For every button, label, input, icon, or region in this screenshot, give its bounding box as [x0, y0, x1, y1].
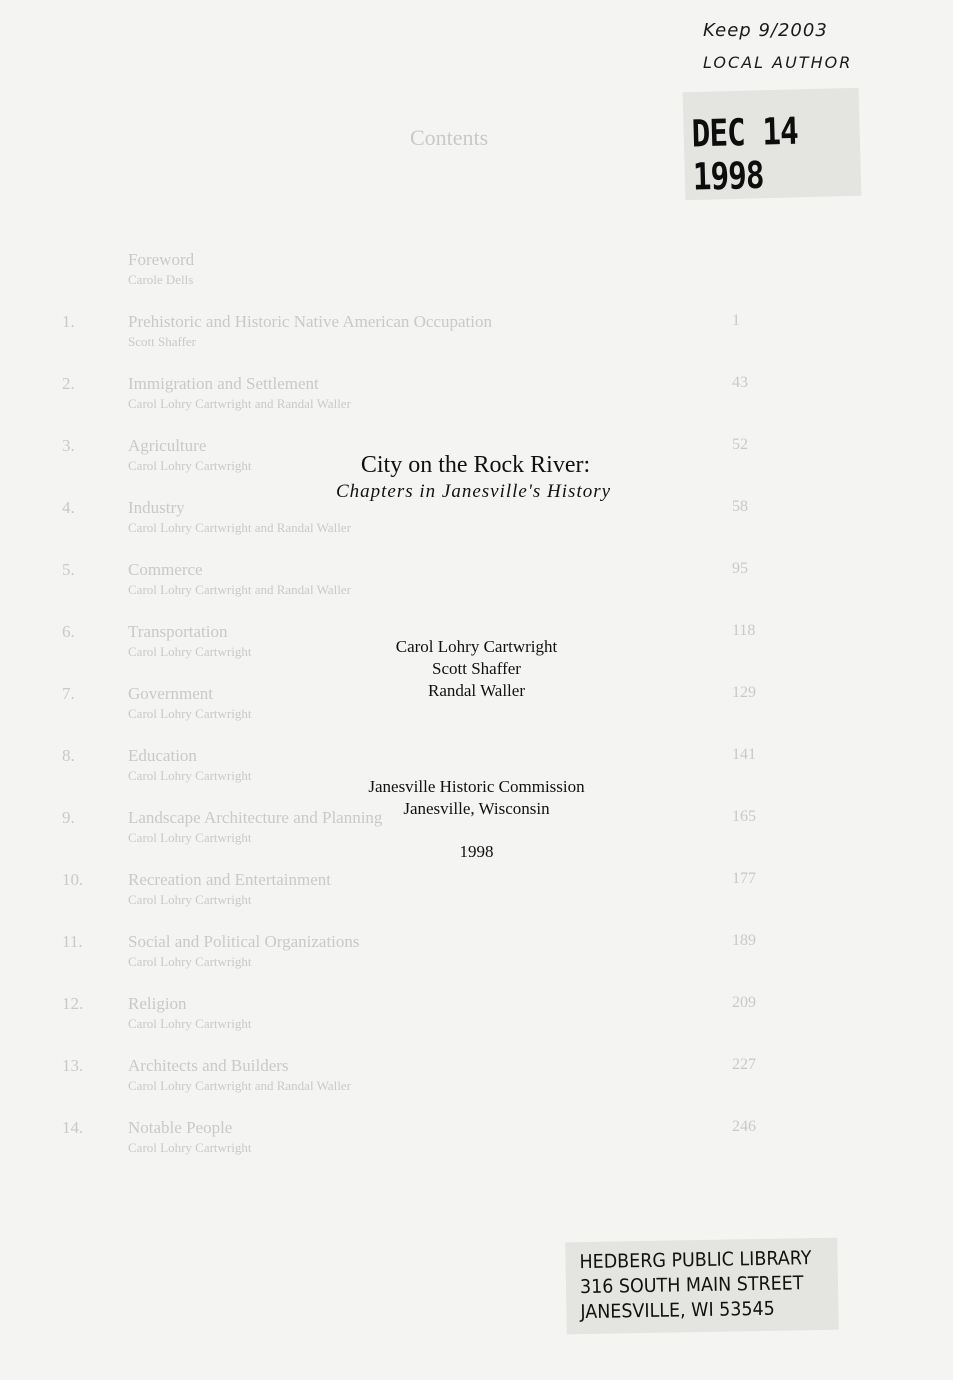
show-through-entry-number: 3.	[62, 436, 75, 455]
show-through-entry-number: 11.	[62, 932, 83, 951]
show-through-entry-author: Carol Lohry Cartwright and Randal Waller	[128, 1078, 351, 1093]
show-through-entry	[0, 250, 953, 300]
show-through-entry-author: Carol Lohry Cartwright	[128, 458, 252, 473]
show-through-entry-title: Landscape Architecture and Planning	[128, 808, 383, 827]
show-through-entry-title: Government	[128, 684, 213, 703]
show-through-entry-number: 12.	[62, 994, 84, 1013]
show-through-entry	[0, 312, 953, 362]
show-through-entry-author: Carole Dells	[128, 272, 194, 287]
show-through-entry-page: 165	[732, 808, 756, 825]
show-through-entry-page: 177	[732, 870, 756, 887]
show-through-entry-page: 227	[732, 1056, 756, 1073]
publisher-location: Janesville, Wisconsin	[403, 799, 550, 818]
show-through-entry-author: Carol Lohry Cartwright	[128, 954, 252, 969]
show-through-entry-author: Carol Lohry Cartwright	[128, 1140, 252, 1155]
show-through-entry-author: Scott Shaffer	[128, 334, 196, 349]
date-stamp-text: DEC 14 1998	[691, 110, 799, 200]
library-address-stamp	[565, 1238, 839, 1335]
show-through-entry-author: Carol Lohry Cartwright	[128, 1016, 252, 1031]
show-through-entry	[0, 932, 953, 982]
publisher-name: Janesville Historic Commission	[368, 777, 585, 796]
show-through-heading: Contents	[410, 125, 489, 150]
show-through-entry-author: Carol Lohry Cartwright and Randal Waller	[128, 582, 351, 597]
library-name: HEDBERG PUBLIC LIBRARY	[579, 1247, 812, 1274]
show-through-entry-author: Carol Lohry Cartwright	[128, 644, 252, 659]
show-through-entry-number: 1.	[62, 312, 75, 331]
author-list	[0, 636, 953, 702]
show-through-entry-author: Carol Lohry Cartwright and Randal Waller	[128, 520, 351, 535]
show-through-entry-title: Architects and Builders	[128, 1056, 289, 1075]
show-through-entry-number: 9.	[62, 808, 75, 827]
show-through-entry-page: 129	[732, 684, 756, 701]
show-through-entry	[0, 1118, 953, 1168]
handwritten-note-line2: LOCAL AUTHOR	[703, 53, 853, 72]
show-through-entry-number: 4.	[62, 498, 75, 517]
show-through-entry-title: Foreword	[128, 250, 195, 269]
received-date-stamp	[683, 88, 862, 201]
show-through-entry-number: 8.	[62, 746, 75, 765]
book-title: City on the Rock River:	[360, 452, 591, 478]
show-through-entry	[0, 374, 953, 424]
show-through-entry-page: 209	[732, 994, 756, 1011]
show-through-entry-title: Prehistoric and Historic Native American Occupation	[128, 312, 492, 331]
show-through-entry	[0, 870, 953, 920]
show-through-entry-title: Commerce	[128, 560, 203, 579]
show-through-entry-title: Notable People	[128, 1118, 233, 1137]
publication-year: 1998	[459, 842, 494, 861]
show-through-entry-page: 189	[732, 932, 756, 949]
show-through-entry-title: Transportation	[128, 622, 228, 641]
show-through-entry-title: Immigration and Settlement	[128, 374, 319, 393]
show-through-entry-number: 6.	[62, 622, 75, 641]
book-subtitle: Chapters in Janesville's History	[335, 481, 612, 502]
show-through-entry-number: 7.	[62, 684, 75, 703]
title-block	[0, 450, 953, 504]
publisher-block	[0, 776, 953, 820]
author-name: Scott Shaffer	[432, 659, 521, 678]
show-through-entry	[0, 994, 953, 1044]
show-through-entry-page: 58	[732, 498, 748, 515]
show-through-entry-title: Religion	[128, 994, 187, 1013]
show-through-entry-number: 13.	[62, 1056, 84, 1075]
show-through-entry	[0, 560, 953, 610]
show-through-entry-title: Education	[128, 746, 197, 765]
show-through-entry	[0, 498, 953, 548]
show-through-entry-title: Social and Political Organizations	[128, 932, 360, 951]
show-through-entry-page: 95	[732, 560, 748, 577]
show-through-entry-author: Carol Lohry Cartwright	[128, 892, 252, 907]
library-street: 316 SOUTH MAIN STREET	[579, 1272, 804, 1299]
handwritten-note-line1: Keep 9/2003	[703, 20, 828, 41]
show-through-entry-title: Recreation and Entertainment	[128, 870, 331, 889]
show-through-entry-author: Carol Lohry Cartwright and Randal Waller	[128, 396, 351, 411]
show-through-entry-page: 246	[732, 1118, 756, 1135]
show-through-entry-number: 10.	[62, 870, 84, 889]
show-through-entry-title: Agriculture	[128, 436, 207, 455]
handwritten-note	[703, 20, 852, 72]
show-through-entry-page: 118	[732, 622, 756, 639]
show-through-entry-page: 52	[732, 436, 748, 453]
show-through-entry-author: Carol Lohry Cartwright	[128, 768, 252, 783]
author-name: Carol Lohry Cartwright	[395, 637, 558, 656]
show-through-entry-page: 141	[732, 746, 756, 763]
show-through-entry-author: Carol Lohry Cartwright	[128, 706, 252, 721]
show-through-entry-author: Carol Lohry Cartwright	[128, 830, 252, 845]
show-through-entry	[0, 1056, 953, 1106]
library-city: JANESVILLE, WI 53545	[580, 1297, 775, 1324]
author-name: Randal Waller	[428, 681, 525, 700]
show-through-entry-page: 1	[732, 312, 740, 329]
show-through-entry-number: 2.	[62, 374, 75, 393]
show-through-entry-page: 43	[732, 374, 748, 391]
show-through-entry-title: Industry	[128, 498, 185, 517]
show-through-entry-number: 14.	[62, 1118, 84, 1137]
show-through-entry-number: 5.	[62, 560, 75, 579]
